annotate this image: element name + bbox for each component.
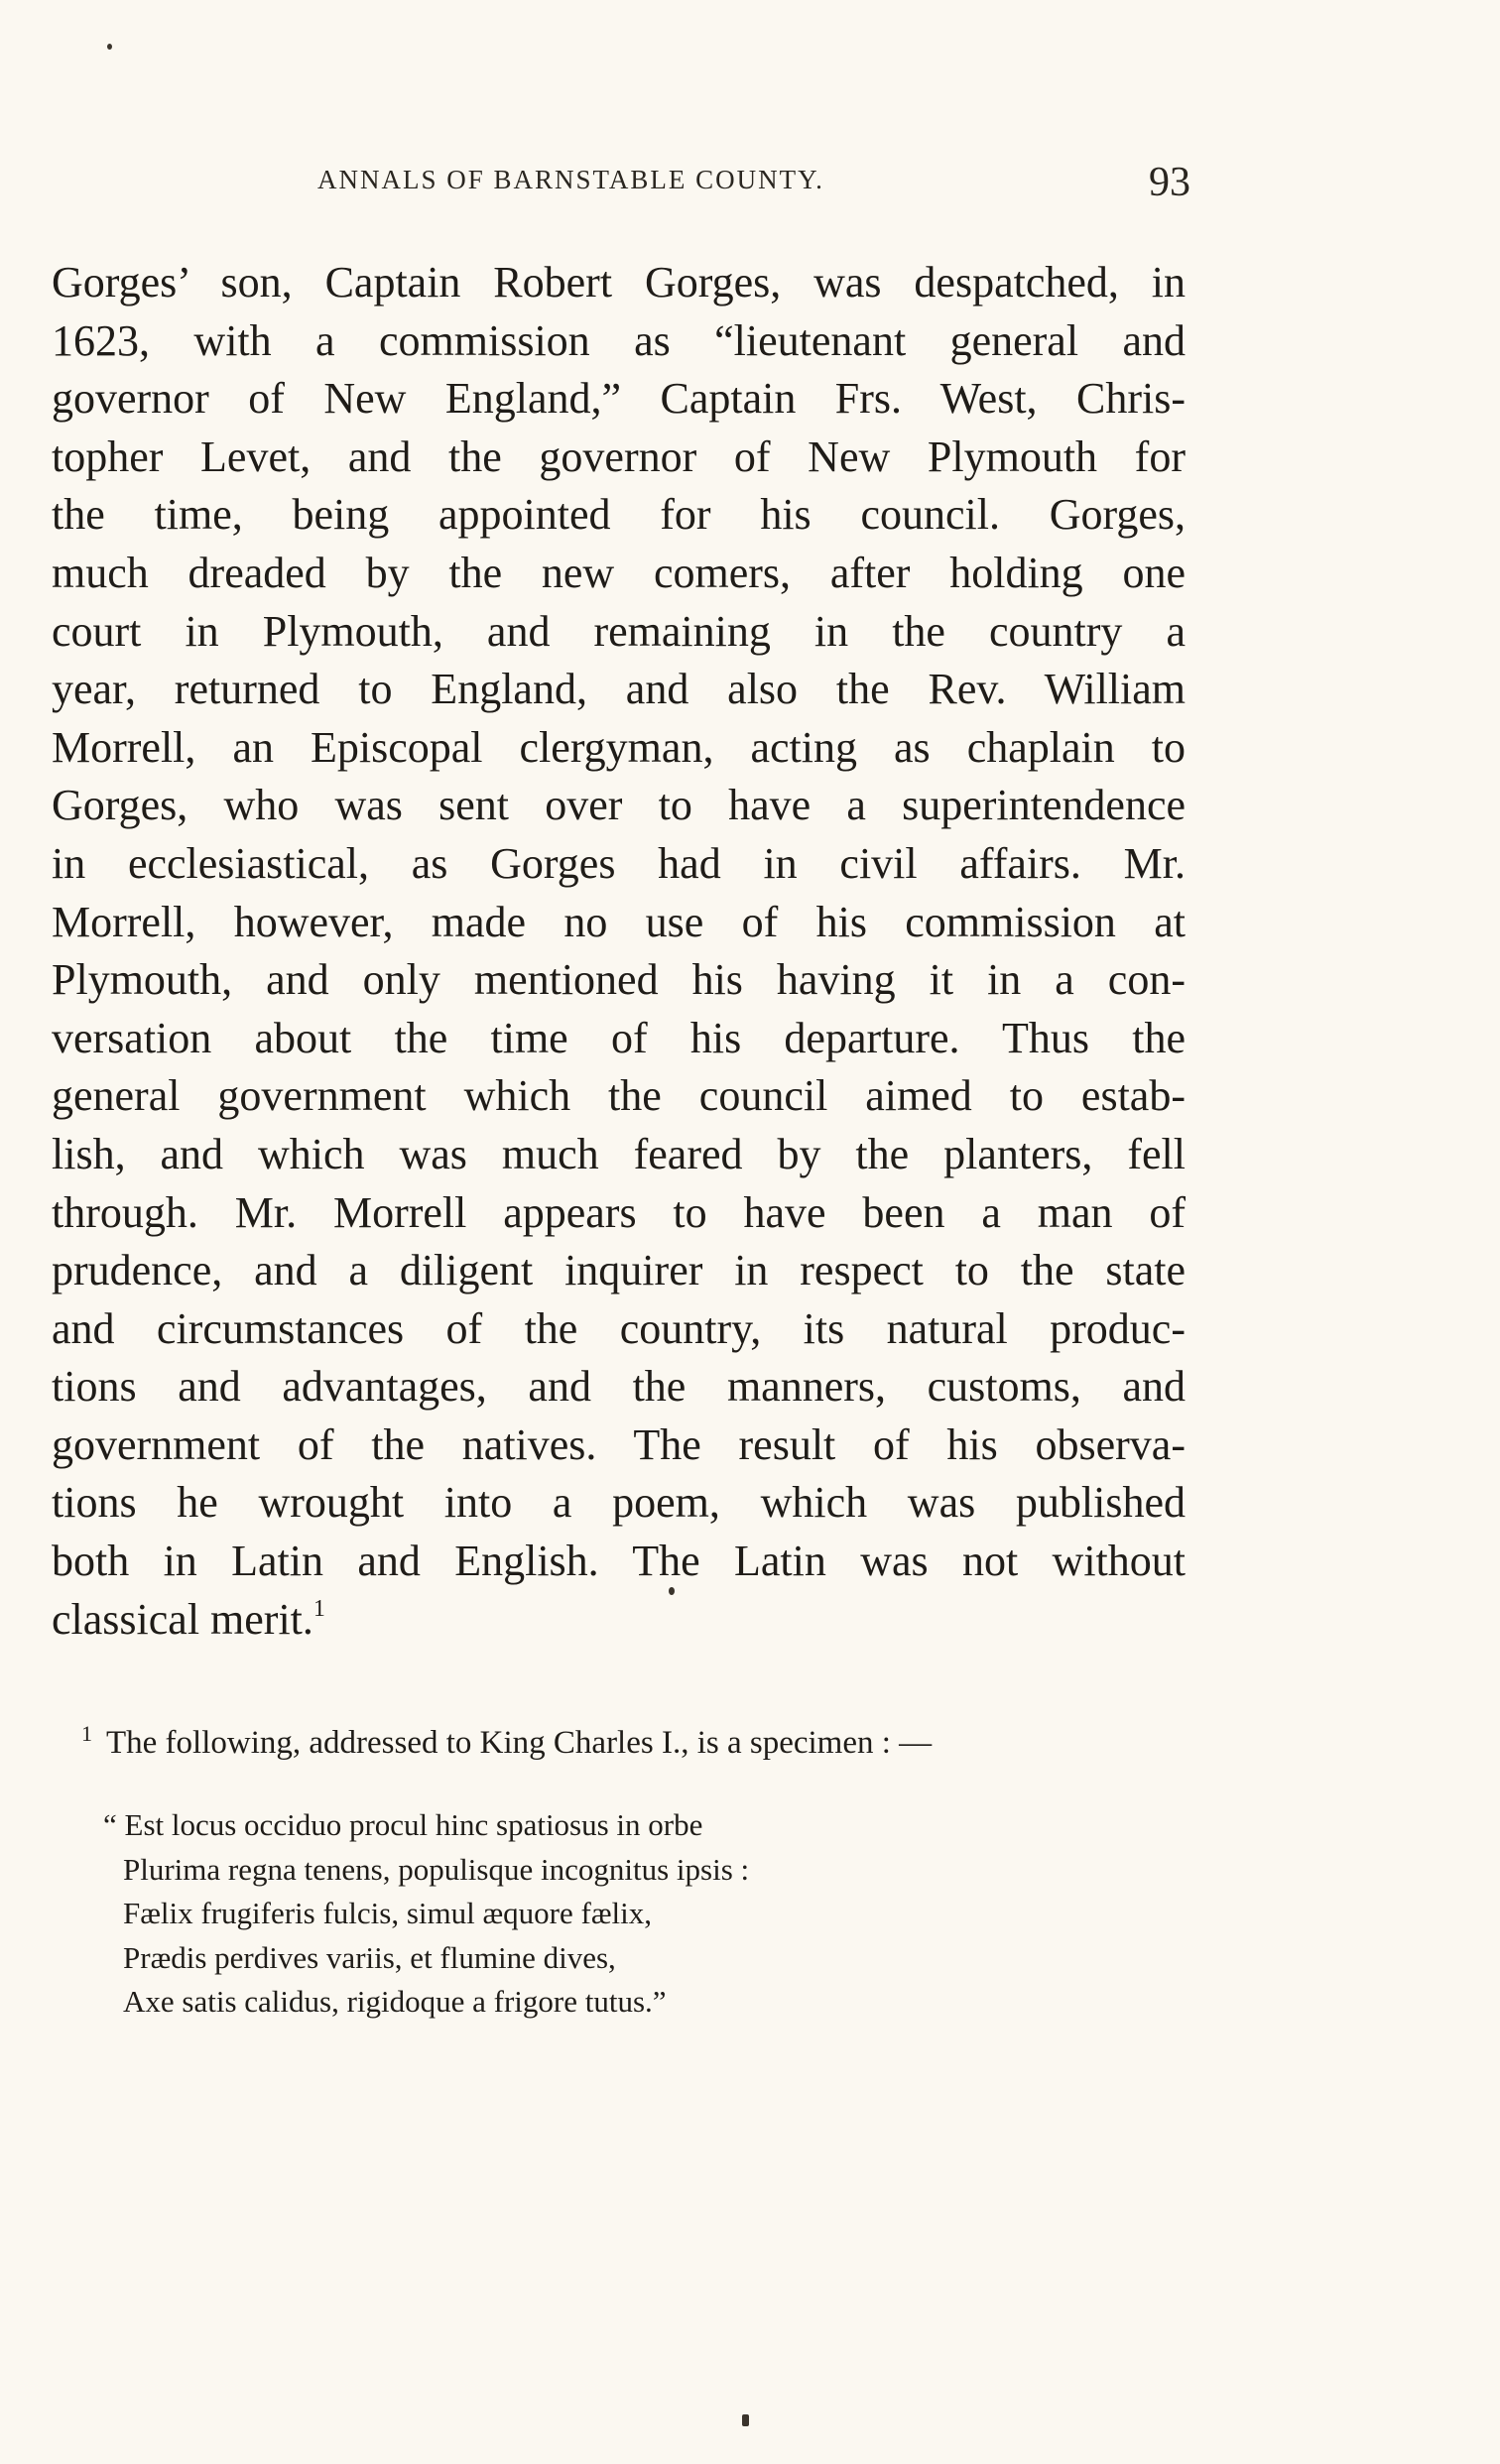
text-line: Morrell, however, made no use of his commission at	[52, 897, 1186, 946]
text-line: versation about the time of his departure. Thus the	[52, 1013, 1186, 1062]
text-line: the time, being appointed for his council. Gorges,	[52, 490, 1186, 540]
text-line: Plymouth, and only mentioned his having it in a con-	[52, 955, 1186, 1005]
text-line: Gorges’ son, Captain Robert Gorges, was despatched, in	[52, 258, 1186, 307]
text-line: year, returned to England, and also the Rev. William	[52, 665, 1186, 714]
text-line: topher Levet, and the governor of New Plymouth for	[52, 431, 1186, 481]
text-line: through. Mr. Morrell appears to have been a man of	[52, 1187, 1186, 1237]
text-line: court in Plymouth, and remaining in the country a	[52, 606, 1186, 656]
ink-speck	[107, 44, 112, 50]
page-number: 93	[1149, 160, 1190, 205]
text-line: Morrell, an Episcopal clergyman, acting as chaplain to	[52, 722, 1186, 772]
text-line: tions he wrought into a poem, which was published	[52, 1478, 1186, 1528]
footnote-intro-text: The following, addressed to King Charles I., is a specimen : —	[106, 1725, 933, 1761]
footnote-intro-line	[81, 1712, 1173, 1765]
text-line: prudence, and a diligent inquirer in respect to the state	[52, 1246, 1186, 1295]
running-head: ANNALS OF BARNSTABLE COUNTY.	[317, 165, 824, 194]
text-line: government of the natives. The result of his observa-	[52, 1419, 1186, 1469]
text-line: and circumstances of the country, its natural produc-	[52, 1303, 1186, 1353]
text-line: governor of New England,” Captain Frs. West, Chris-	[52, 374, 1186, 424]
body-text	[52, 254, 1186, 1649]
poem-line: Fælix frugiferis fulcis, simul æquore fælix,	[123, 1896, 652, 1931]
poem-line: “ Est locus occiduo procul hinc spatiosus in orbe	[103, 1807, 703, 1842]
text-line: lish, and which was much feared by the planters, fell	[52, 1129, 1186, 1178]
text-line: much dreaded by the new comers, after holding one	[52, 548, 1186, 597]
poem-line: Plurima regna tenens, populisque incognitus ipsis :	[123, 1851, 750, 1887]
ink-speck	[669, 1587, 675, 1595]
poem-line: Axe satis calidus, rigidoque a frigore tutus.”	[123, 1984, 667, 2020]
footnote-number: 1	[81, 1721, 92, 1746]
page-header	[317, 159, 1190, 205]
text-line: general government which the council aimed to estab-	[52, 1071, 1186, 1121]
text-line-last	[52, 1591, 1186, 1650]
footnote-reference: 1	[312, 1595, 325, 1622]
footnote	[81, 1712, 1173, 1765]
text-line: Gorges, who was sent over to have a superintendence	[52, 781, 1186, 830]
text-line: both in Latin and English. The Latin was not without	[52, 1537, 1186, 1586]
text-line: in ecclesiastical, as Gorges had in civil affairs. Mr.	[52, 838, 1186, 888]
text-line: 1623, with a commission as “lieutenant general and	[52, 315, 1186, 365]
poem-line: Prædis perdives variis, et flumine dives,	[123, 1939, 616, 1975]
last-line-text: classical merit.	[52, 1594, 313, 1644]
ink-speck	[742, 2414, 749, 2426]
footnote-poem	[103, 1803, 1046, 2025]
text-line: tions and advantages, and the manners, customs, and	[52, 1362, 1186, 1412]
